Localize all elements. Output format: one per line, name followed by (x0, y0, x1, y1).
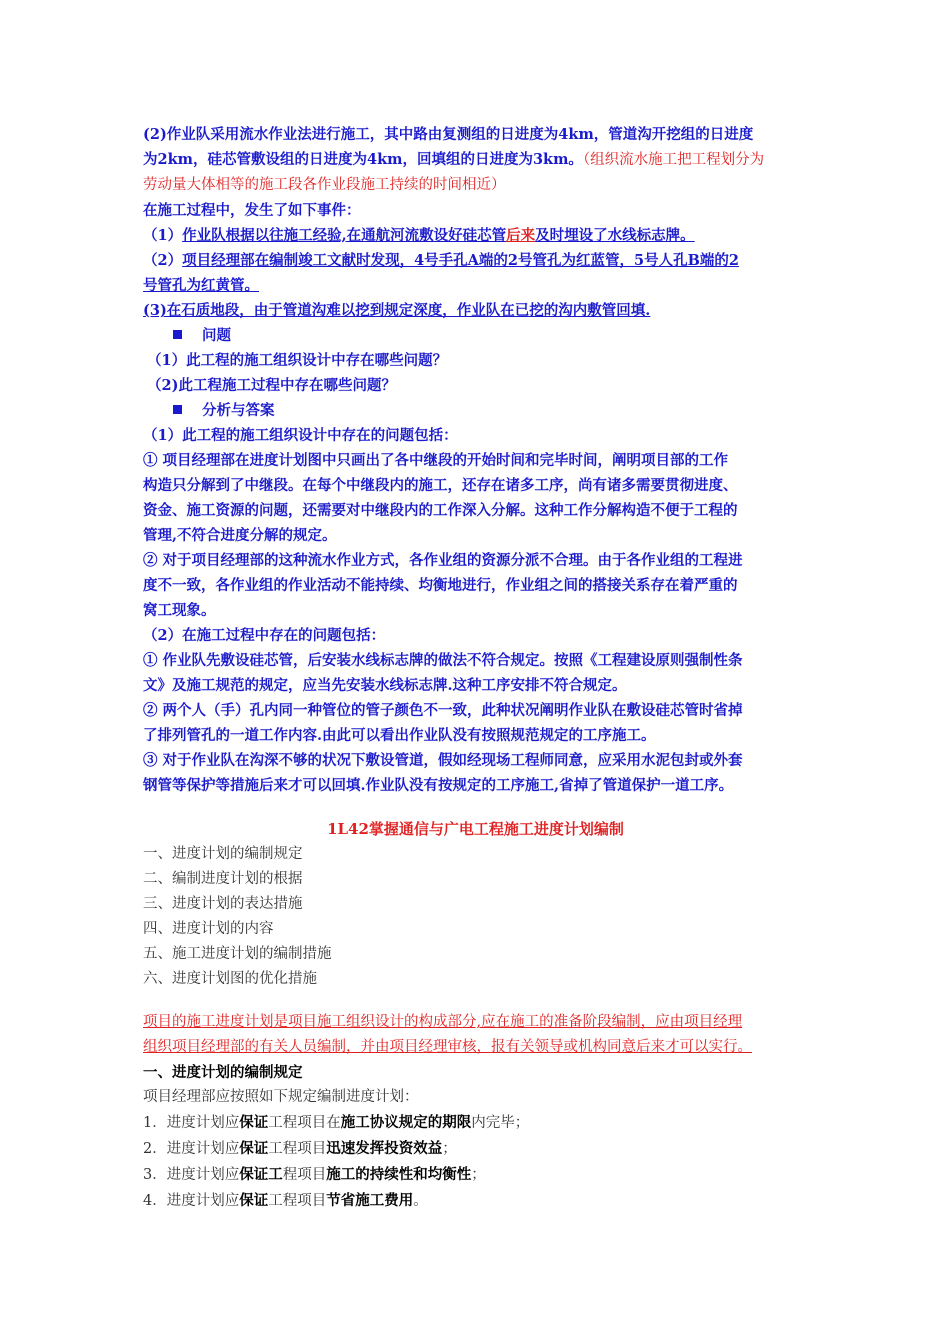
event-2-line-1 (143, 248, 808, 273)
document-page (143, 122, 808, 1214)
rule-3-key-2: 施工的持续性和均衡性 (326, 1166, 472, 1183)
rule-1-num: 1．进度计划应 (143, 1115, 240, 1131)
toc-item-4: 四、进度计划的内容 (143, 921, 274, 937)
section-heading: 1L42掌握通信与广电工程施工进度计划编制 (327, 820, 624, 838)
answer-1-item-2-line-2: 度不一致，各作业组的作业活动不能持续、均衡地进行，作业组之间的搭接关系存在着严重的 (143, 577, 738, 594)
spacer (143, 798, 808, 816)
rule-4-num: 4．进度计划应 (143, 1193, 240, 1209)
rule-4-key-1: 保证 (239, 1192, 269, 1209)
square-bullet-icon (173, 405, 182, 414)
toc-item-3: 三、进度计划的表达措施 (143, 896, 303, 912)
event-2-prefix: （2） (143, 252, 183, 269)
answers-heading (143, 398, 808, 423)
event-1-red: 后来 (506, 227, 536, 244)
rule-3-mid-1: 程项目 (282, 1167, 327, 1183)
rule-2-key-1: 保证 (239, 1140, 269, 1157)
toc-item-6: 六、进度计划图的优化措施 (143, 971, 317, 987)
red-para-line-1: 项目的施工进度计划是项目施工组织设计的构成部分,应在施工的准备阶段编制，应由项目经理 (143, 1014, 743, 1030)
intro-note-a: （组织流水施工把工程划分为 (582, 152, 765, 168)
answer-1-item-1-line-2: 构造只分解到了中继段。在每个中继段内的施工，还存在诸多工序，尚有诸多需要贯彻进度、 (143, 477, 738, 494)
intro-line-1: (2)作业队采用流水作业法进行施工，其中路由复测组的日进度为4km，管道沟开挖组的日进度 (143, 126, 754, 143)
rule-2-mid-1: 工程项目 (268, 1141, 327, 1157)
rule-3 (143, 1162, 808, 1188)
rule-1-mid-1: 工程项目在 (268, 1115, 341, 1131)
rule-2-mid-2: ； (442, 1141, 457, 1157)
answer-2-item-1-line-2: 文》及施工规范的规定，应当先安装水线标志牌.这种工序安排不符合规定。 (143, 677, 627, 694)
rule-4-mid-1: 工程项目 (268, 1193, 327, 1209)
rule-2-num: 2．进度计划应 (143, 1141, 240, 1157)
questions-title: 问题 (202, 327, 231, 344)
answer-1-title: （1）此工程的施工组织设计中存在的问题包括： (143, 427, 458, 444)
rule-1-key-2: 施工协议规定的期限 (340, 1114, 472, 1131)
rule-2-key-2: 迅速发挥投资效益 (326, 1140, 443, 1157)
answer-1-item-1-line-4: 管理,不符合进度分解的规定。 (143, 527, 337, 544)
toc-item-2: 二、编制进度计划的根据 (143, 871, 303, 887)
red-para-line-2: 组织项目经理部的有关人员编制，并由项目经理审核，报有关领导或机构同意后来才可以实行。 (143, 1039, 752, 1055)
question-1: （1）此工程的施工组织设计中存在哪些问题？ (147, 352, 448, 369)
event-1-text-b: 及时埋设了水线标志牌。 (535, 227, 695, 244)
questions-heading (143, 323, 808, 348)
subsection-1-title: 一、进度计划的编制规定 (143, 1064, 303, 1081)
rule-3-key-1: 保证工 (239, 1166, 283, 1183)
event-2-text: 项目经理部在编制竣工文献时发现，4号手孔A端的2号管孔为红蓝管，5号人孔B端的2 (182, 252, 739, 269)
rule-3-num: 3．进度计划应 (143, 1167, 240, 1183)
answer-2-item-1-line-1: ① 作业队先敷设硅芯管，后安装水线标志牌的做法不符合规定。按照《工程建设原则强制性条 (143, 652, 743, 669)
answer-1-item-2-line-3: 窝工现象。 (143, 602, 216, 619)
event-3: (3)在石质地段，由于管道沟难以挖到规定深度，作业队在已挖的沟内敷管回填. (143, 302, 651, 319)
rule-2 (143, 1136, 808, 1162)
intro-line-2 (143, 147, 808, 173)
spacer (143, 992, 808, 1010)
rule-1-mid-2: 内完毕； (471, 1115, 530, 1131)
answer-2-item-2-line-2: 了排列管孔的一道工作内容.由此可以看出作业队没有按照规范规定的工序施工。 (143, 727, 656, 744)
rule-4-mid-2: 。 (413, 1193, 428, 1209)
subsection-1-lead: 项目经理部应按照如下规定编制进度计划： (143, 1089, 419, 1105)
rule-4-key-2: 节省施工费用 (326, 1192, 414, 1209)
answer-1-item-2-line-1: ② 对于项目经理部的这种流水作业方式，各作业组的资源分派不合理。由于各作业组的工程进 (143, 552, 743, 569)
toc-item-1: 一、进度计划的编制规定 (143, 846, 303, 862)
answer-1-item-1-line-1: ① 项目经理部在进度计划图中只画出了各中继段的开始时间和完毕时间，阐明项目部的工作 (143, 452, 729, 469)
answer-1-item-1-line-3: 资金、施工资源的问题，还需要对中继段内的工作深入分解。这种工作分解构造不便于工程的 (143, 502, 738, 519)
answer-2-item-3-line-1: ③ 对于作业队在沟深不够的状况下敷设管道，假如经现场工程师同意，应采用水泥包封或外套 (143, 752, 743, 769)
event-1-text-a: 作业队根据以往施工经验,在通航河流敷设好硅芯管 (182, 227, 507, 244)
event-2-line-2: 号管孔为红黄管。 (143, 277, 259, 294)
events-title: 在施工过程中，发生了如下事件： (143, 202, 361, 219)
toc-item-5: 五、施工进度计划的编制措施 (143, 946, 332, 962)
rule-1-key-1: 保证 (239, 1114, 269, 1131)
question-2: （2)此工程施工过程中存在哪些问题？ (147, 377, 396, 394)
event-1-prefix: （1） (143, 227, 183, 244)
rule-4 (143, 1188, 808, 1214)
intro-line-2-text: 为2km，硅芯管敷设组的日进度为4km，回填组的日进度为3km。 (143, 151, 583, 168)
answers-title: 分析与答案 (202, 402, 275, 419)
rule-1 (143, 1110, 808, 1136)
intro-note-b: 劳动量大体相等的施工段各作业段施工持续的时间相近） (143, 177, 506, 193)
event-1 (143, 223, 808, 248)
square-bullet-icon (173, 330, 182, 339)
answer-2-item-3-line-2: 钢管等保护等措施后来才可以回填.作业队没有按规定的工序施工,省掉了管道保护一道工序。 (143, 777, 734, 794)
rule-3-mid-2: ； (471, 1167, 486, 1183)
answer-2-title: （2）在施工过程中存在的问题包括： (143, 627, 386, 644)
answer-2-item-2-line-1: ② 两个人（手）孔内同一种管位的管子颜色不一致，此种状况阐明作业队在敷设硅芯管时省掉 (143, 702, 743, 719)
